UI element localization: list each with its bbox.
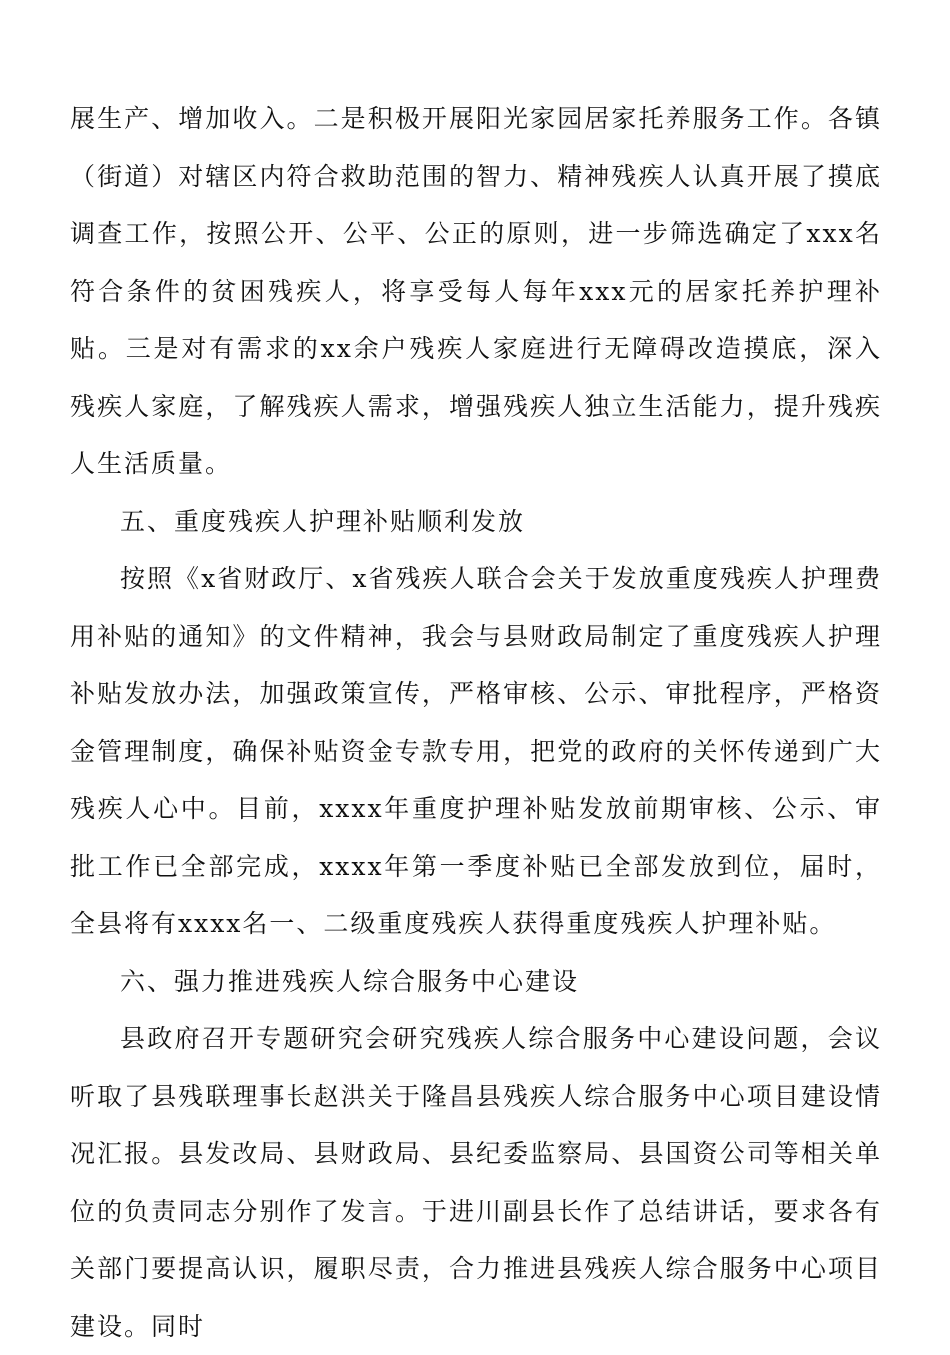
section-heading-six: 六、强力推进残疾人综合服务中心建设 (120, 966, 580, 996)
document-page (70, 90, 882, 1355)
body-paragraph-service-center: 县政府召开专题研究会研究残疾人综合服务中心建设问题，会议听取了县残联理事长赵洪关于隆昌县残疾人综合服务中心项目建设情况汇报。县发改局、县财政局、县纪委监察局、县国资公司等相关单位的负责同志分别作了发言。于进川副县长作了总结讲话，要求各有关部门要提高认识，履职尽责，合力推进县残疾人综合服务中心项目建设。同时 (70, 1024, 882, 1341)
section-heading-five: 五、重度残疾人护理补贴顺利发放 (120, 506, 526, 536)
body-paragraph-continuation: 展生产、增加收入。二是积极开展阳光家园居家托养服务工作。各镇（街道）对辖区内符合救助范围的智力、精神残疾人认真开展了摸底调查工作，按照公开、公平、公正的原则，进一步筛选确定了xxx名符合条件的贫困残疾人，将享受每人每年xxx元的居家托养护理补贴。三是对有需求的xx余户残疾人家庭进行无障碍改造摸底，深入残疾人家庭，了解残疾人需求，增强残疾人独立生活能力，提升残疾人生活质量。 (70, 104, 882, 478)
body-paragraph-subsidy: 按照《x省财政厅、x省残疾人联合会关于发放重度残疾人护理费用补贴的通知》的文件精神，我会与县财政局制定了重度残疾人护理补贴发放办法，加强政策宣传，严格审核、公示、审批程序，严格资金管理制度，确保补贴资金专款专用，把党的政府的关怀传递到广大残疾人心中。目前，xxxx年重度护理补贴发放前期审核、公示、审批工作已全部完成，xxxx年第一季度补贴已全部发放到位，届时，全县将有xxxx名一、二级重度残疾人获得重度残疾人护理补贴。 (70, 564, 882, 938)
